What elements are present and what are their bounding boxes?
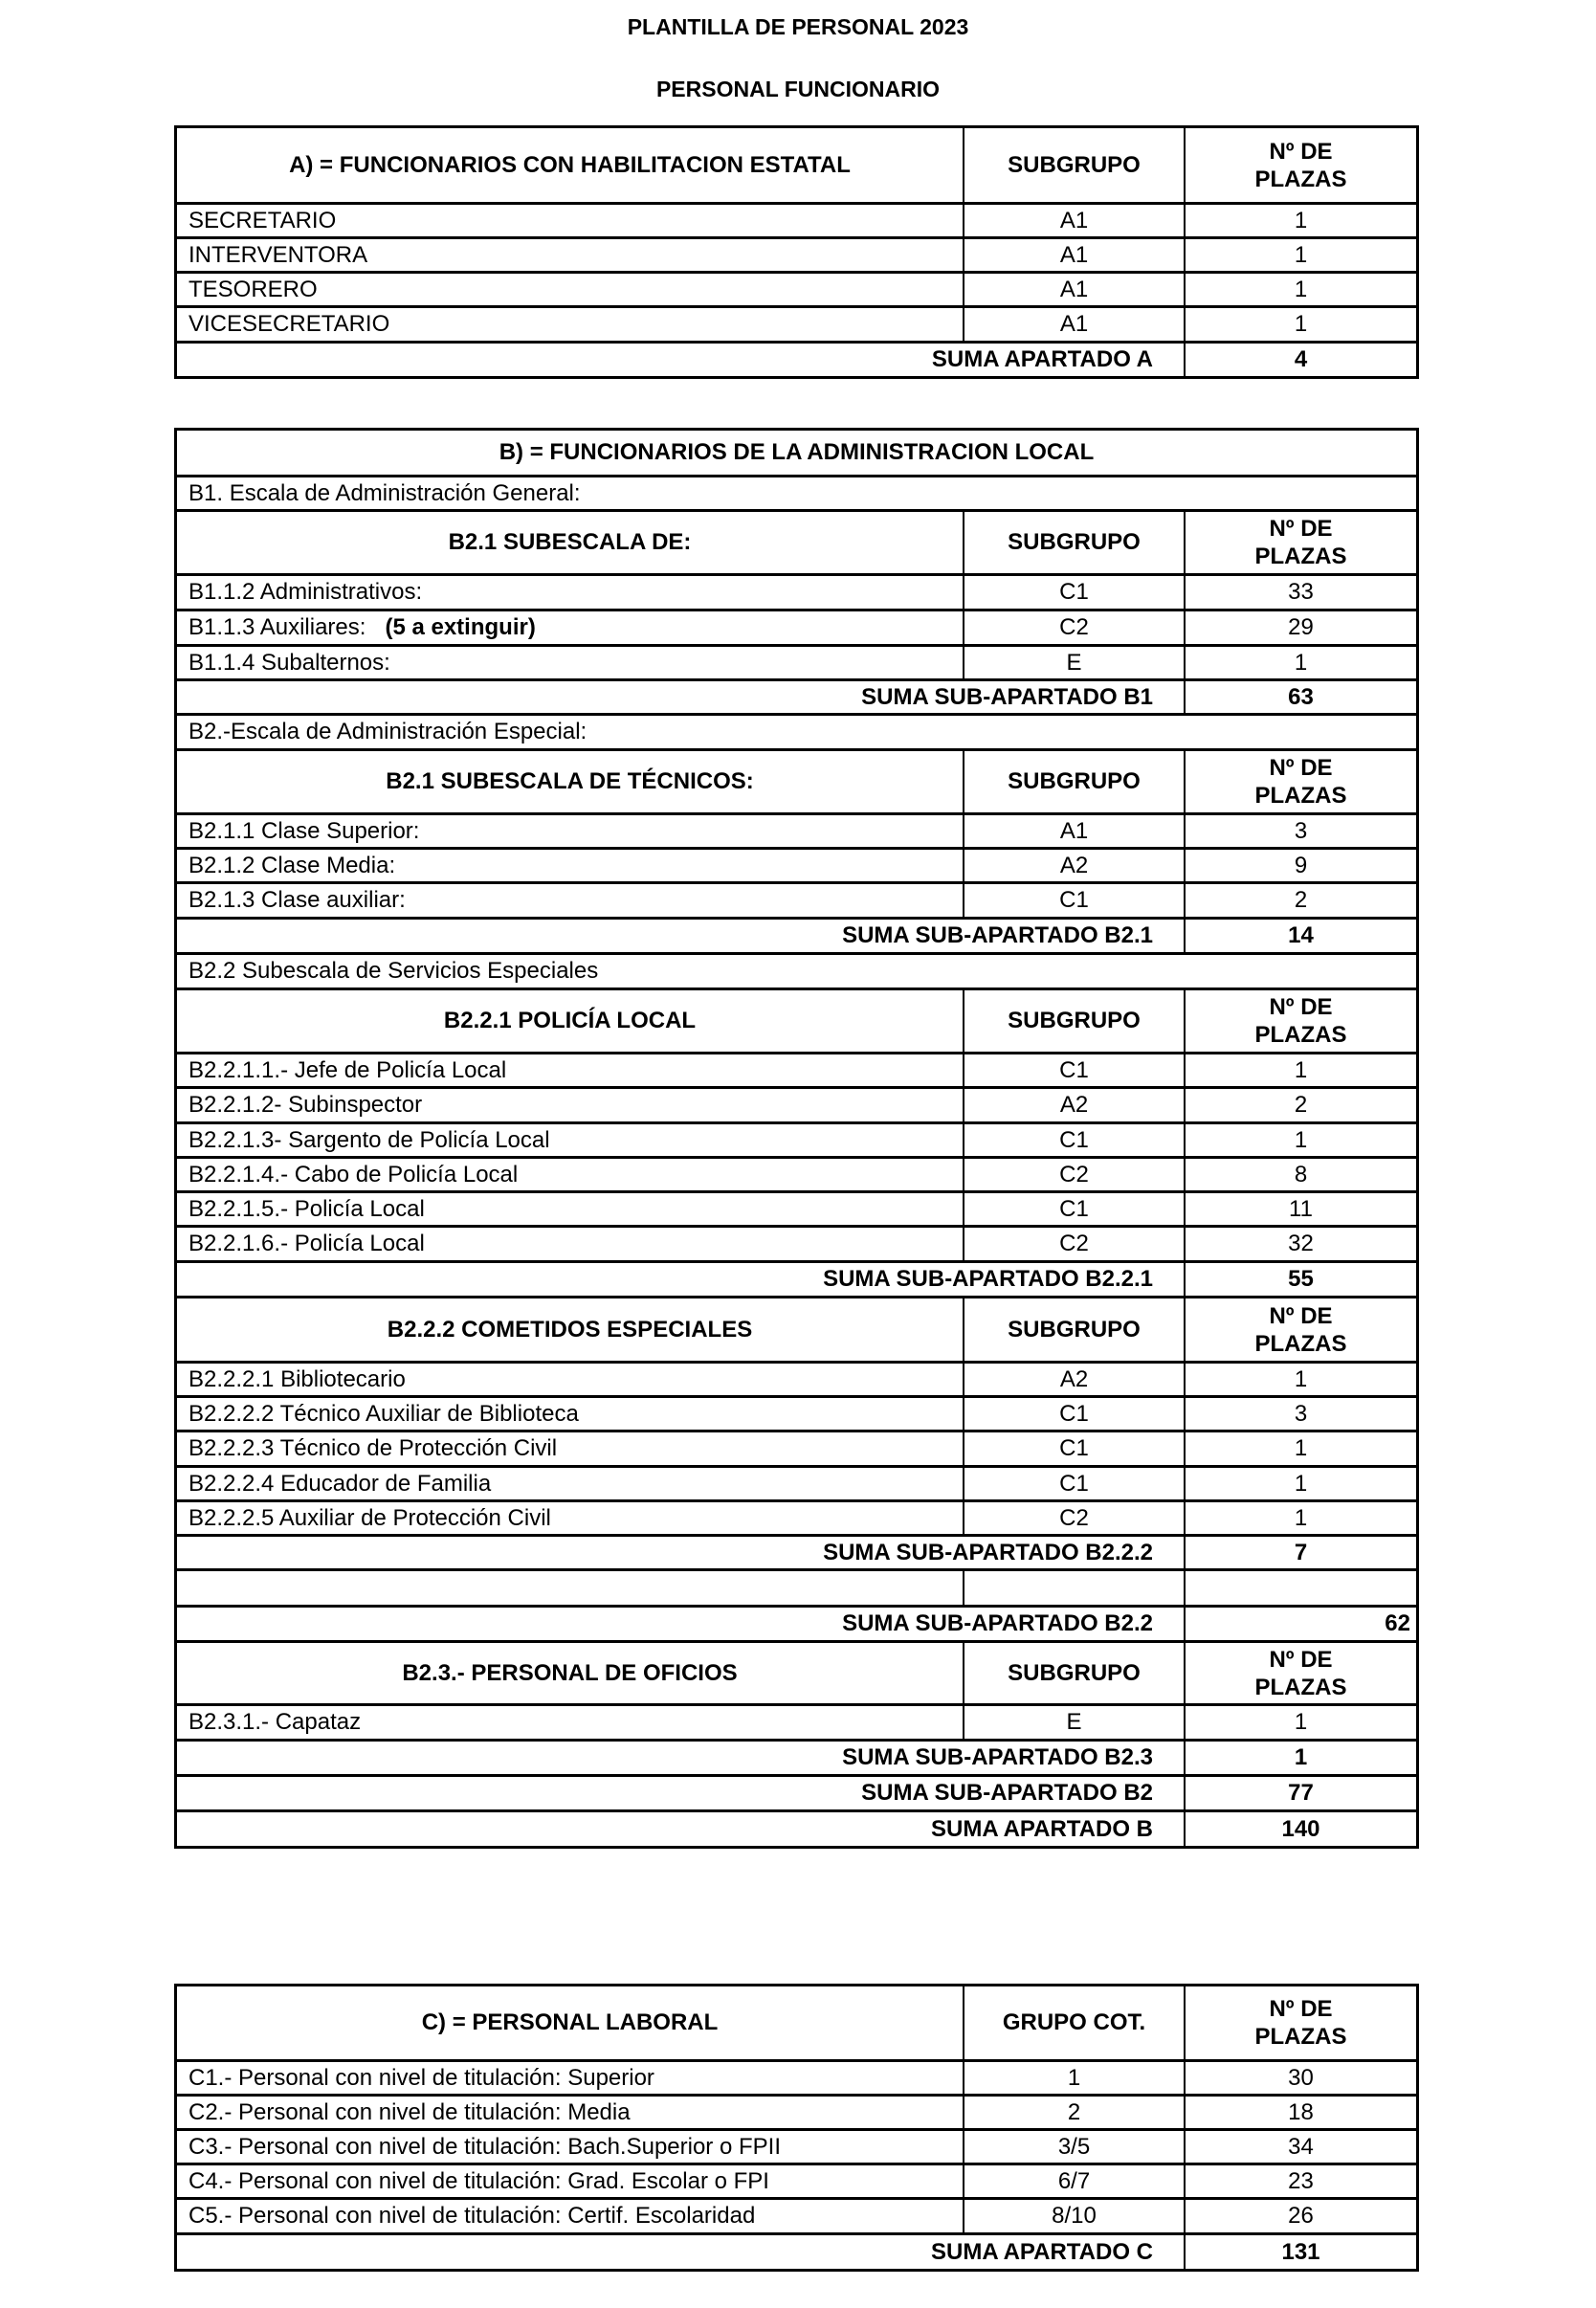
total-row — [177, 1809, 1416, 1846]
row-group: 1 — [963, 2062, 1184, 2094]
column-header-positions — [1184, 128, 1416, 202]
table-row — [177, 1361, 1416, 1395]
total-row — [177, 341, 1416, 376]
row-group: E — [963, 647, 1184, 678]
row-group: C1 — [963, 576, 1184, 609]
row-count: 18 — [1184, 2097, 1416, 2128]
row-group: C1 — [963, 1468, 1184, 1499]
row-count: 8 — [1184, 1159, 1416, 1190]
row-group: A1 — [963, 239, 1184, 271]
table-row — [177, 1465, 1416, 1499]
row-group: A1 — [963, 274, 1184, 305]
row-count: 2 — [1184, 884, 1416, 917]
row-count: 1 — [1184, 1364, 1416, 1395]
header-line-2: PLAZAS — [1254, 1330, 1347, 1357]
row-group: C1 — [963, 1398, 1184, 1430]
row-group: E — [963, 1706, 1184, 1739]
header-line-2: PLAZAS — [1254, 2024, 1347, 2050]
total-value: 77 — [1184, 1777, 1416, 1809]
row-name: B2.2.2.1 Bibliotecario — [188, 1365, 406, 1392]
row-count: 26 — [1184, 2200, 1416, 2232]
section-title-row — [177, 431, 1416, 475]
table-row — [177, 1499, 1416, 1534]
column-header-subgroup: SUBGRUPO — [963, 128, 1184, 202]
table-row — [177, 609, 1416, 644]
row-name: B2.3.1.- Capataz — [188, 1709, 362, 1735]
row-note: (5 a extinguir) — [385, 614, 536, 640]
table-row — [177, 1430, 1416, 1465]
row-group: C1 — [963, 1124, 1184, 1156]
row-group: 8/10 — [963, 2200, 1184, 2232]
row-name: B2.2.1.3- Sargento de Policía Local — [188, 1126, 550, 1153]
total-label: SUMA SUB-APARTADO B2.2.2 — [823, 1539, 1153, 1565]
subsection-label: B1. Escala de Administración General: — [188, 479, 581, 506]
table-row — [177, 2128, 1416, 2163]
row-count: 3 — [1184, 1398, 1416, 1430]
row-count: 32 — [1184, 1228, 1416, 1260]
row-count: 23 — [1184, 2165, 1416, 2197]
row-name: B2.1.1 Clase Superior: — [188, 817, 420, 844]
section-title: B) = FUNCIONARIOS DE LA ADMINISTRACION LOCAL — [499, 439, 1095, 465]
subsection-label-row — [177, 952, 1416, 988]
column-header-positions — [1184, 751, 1416, 812]
table-row — [177, 881, 1416, 917]
subsection-label: B2.2 Subescala de Servicios Especiales — [188, 958, 599, 984]
table-row — [177, 1225, 1416, 1260]
column-header-positions — [1184, 990, 1416, 1052]
total-label: SUMA SUB-APARTADO B1 — [861, 683, 1153, 710]
empty-cell — [963, 1571, 1184, 1605]
table-row — [177, 2163, 1416, 2197]
row-count: 33 — [1184, 576, 1416, 609]
table-row — [177, 2094, 1416, 2128]
row-name: C3.- Personal con nivel de titulación: Bach.Superior o FPII — [188, 2133, 781, 2160]
empty-row — [177, 1568, 1416, 1605]
row-name: B2.2.2.2 Técnico Auxiliar de Biblioteca — [188, 1400, 579, 1427]
column-header-positions — [1184, 1298, 1416, 1361]
row-count: 1 — [1184, 1706, 1416, 1739]
total-label: SUMA APARTADO A — [931, 346, 1153, 372]
row-name: B2.1.3 Clase auxiliar: — [188, 887, 406, 913]
empty-cell — [1184, 1571, 1416, 1605]
row-group: C2 — [963, 611, 1184, 644]
row-count: 1 — [1184, 274, 1416, 305]
total-label: SUMA SUB-APARTADO B2.2.1 — [823, 1266, 1153, 1292]
subsection-label-row — [177, 713, 1416, 748]
total-value: 55 — [1184, 1263, 1416, 1296]
header-line-2: PLAZAS — [1254, 783, 1347, 809]
row-name: SECRETARIO — [188, 207, 337, 233]
total-row — [177, 1534, 1416, 1568]
row-count: 1 — [1184, 1468, 1416, 1499]
row-name: B2.2.1.6.- Policía Local — [188, 1231, 425, 1256]
table-row — [177, 1156, 1416, 1190]
table-section-b — [174, 428, 1419, 1849]
row-group: A1 — [963, 308, 1184, 341]
total-label: SUMA APARTADO C — [931, 2238, 1153, 2265]
table-header — [177, 1640, 1416, 1703]
column-header-subgroup: SUBGRUPO — [963, 512, 1184, 573]
header-line-1: Nº DE — [1269, 138, 1333, 165]
header-line-1: Nº DE — [1269, 1646, 1333, 1673]
total-label: SUMA SUB-APARTADO B2.2 — [842, 1610, 1153, 1636]
table-header — [177, 1296, 1416, 1361]
total-row — [177, 1260, 1416, 1296]
row-count: 1 — [1184, 647, 1416, 678]
table-row — [177, 644, 1416, 678]
row-name: B1.1.2 Administrativos: — [188, 579, 423, 605]
total-value: 4 — [1184, 344, 1416, 376]
total-row — [177, 1739, 1416, 1774]
row-name: B1.1.4 Subalternos: — [188, 649, 390, 676]
row-count: 1 — [1184, 1502, 1416, 1534]
column-header-category: B2.3.- PERSONAL DE OFICIOS — [402, 1659, 738, 1686]
row-count: 11 — [1184, 1193, 1416, 1225]
table-row — [177, 1052, 1416, 1086]
row-group: 3/5 — [963, 2131, 1184, 2163]
table-section-a — [174, 125, 1419, 379]
row-count: 1 — [1184, 239, 1416, 271]
header-line-2: PLAZAS — [1254, 166, 1347, 192]
table-row — [177, 236, 1416, 271]
total-row — [177, 1774, 1416, 1809]
row-group: C1 — [963, 1432, 1184, 1465]
row-count: 1 — [1184, 1124, 1416, 1156]
total-value: 1 — [1184, 1742, 1416, 1774]
table-row — [177, 1190, 1416, 1225]
table-row — [177, 812, 1416, 847]
row-name — [177, 611, 963, 644]
document-subtitle: PERSONAL FUNCIONARIO — [655, 77, 941, 101]
column-header-subgroup: SUBGRUPO — [963, 1643, 1184, 1703]
row-count: 1 — [1184, 1054, 1416, 1086]
header-line-1: Nº DE — [1269, 516, 1333, 542]
header-line-2: PLAZAS — [1254, 1022, 1347, 1048]
header-line-2: PLAZAS — [1254, 1674, 1347, 1700]
column-header-category: A) = FUNCIONARIOS CON HABILITACION ESTATAL — [289, 151, 851, 178]
row-group: C2 — [963, 1502, 1184, 1534]
table-row — [177, 573, 1416, 609]
empty-cell — [177, 1571, 963, 1605]
total-row — [177, 2232, 1416, 2269]
row-group: 6/7 — [963, 2165, 1184, 2197]
total-value: 7 — [1184, 1537, 1416, 1568]
row-name: C5.- Personal con nivel de titulación: Certif. Escolaridad — [188, 2203, 756, 2229]
row-count: 3 — [1184, 815, 1416, 847]
row-group: C2 — [963, 1159, 1184, 1190]
total-label: SUMA SUB-APARTADO B2.1 — [842, 922, 1153, 948]
row-name: B2.2.2.4 Educador de Familia — [188, 1470, 492, 1497]
row-group: C1 — [963, 1193, 1184, 1225]
row-count: 1 — [1184, 308, 1416, 341]
row-group: C2 — [963, 1228, 1184, 1260]
total-value: 62 — [1184, 1608, 1416, 1640]
table-row — [177, 271, 1416, 305]
total-label: SUMA APARTADO B — [931, 1815, 1153, 1842]
header-line-1: Nº DE — [1269, 994, 1333, 1020]
column-header-subgroup: SUBGRUPO — [963, 990, 1184, 1052]
header-line-1: Nº DE — [1269, 1302, 1333, 1329]
subsection-label-row — [177, 475, 1416, 509]
column-header-positions — [1184, 512, 1416, 573]
table-header — [177, 748, 1416, 812]
row-name-text: B1.1.3 Auxiliares: — [188, 614, 366, 640]
row-name: B2.2.1.4.- Cabo de Policía Local — [188, 1161, 519, 1187]
total-label: SUMA SUB-APARTADO B2.3 — [842, 1744, 1153, 1770]
row-group: A2 — [963, 1089, 1184, 1121]
column-header-positions — [1184, 1986, 1416, 2059]
table-row — [177, 847, 1416, 881]
row-group: A2 — [963, 1364, 1184, 1395]
header-line-2: PLAZAS — [1254, 544, 1347, 569]
row-name: VICESECRETARIO — [188, 311, 390, 337]
table-row — [177, 1086, 1416, 1121]
table-row — [177, 1395, 1416, 1430]
row-name: C4.- Personal con nivel de titulación: Grad. Escolar o FPI — [188, 2167, 769, 2194]
column-header-category: B2.2.1 POLICÍA LOCAL — [443, 1008, 697, 1033]
header-line-1: Nº DE — [1269, 755, 1333, 781]
row-group: C1 — [963, 884, 1184, 917]
total-label: SUMA SUB-APARTADO B2 — [861, 1780, 1153, 1806]
row-name: B2.1.2 Clase Media: — [188, 852, 396, 878]
table-section-c — [174, 1984, 1419, 2272]
column-header-category: C) = PERSONAL LABORAL — [421, 2009, 719, 2035]
table-row — [177, 2059, 1416, 2094]
row-group: A2 — [963, 850, 1184, 881]
subsection-label: B2.-Escala de Administración Especial: — [188, 719, 587, 744]
total-row — [177, 917, 1416, 952]
total-value: 131 — [1184, 2235, 1416, 2269]
row-name: B2.2.1.1.- Jefe de Policía Local — [188, 1056, 507, 1083]
row-group: A1 — [963, 815, 1184, 847]
row-count: 9 — [1184, 850, 1416, 881]
row-count: 30 — [1184, 2062, 1416, 2094]
row-group: C1 — [963, 1054, 1184, 1086]
total-row — [177, 678, 1416, 713]
column-header-category: B2.1 SUBESCALA DE TÉCNICOS: — [386, 768, 754, 794]
header-line-1: Nº DE — [1269, 1996, 1333, 2022]
total-value: 140 — [1184, 1812, 1416, 1846]
table-row — [177, 2197, 1416, 2232]
row-name: C2.- Personal con nivel de titulación: Media — [188, 2098, 631, 2125]
column-header-subgroup: SUBGRUPO — [963, 1298, 1184, 1361]
table-row — [177, 305, 1416, 341]
table-header — [177, 509, 1416, 573]
column-header-group: GRUPO COT. — [963, 1986, 1184, 2059]
row-name: B2.2.1.2- Subinspector — [188, 1092, 423, 1118]
row-count: 2 — [1184, 1089, 1416, 1121]
row-name: INTERVENTORA — [188, 241, 368, 268]
row-count: 1 — [1184, 1432, 1416, 1465]
row-name: B2.2.2.5 Auxiliar de Protección Civil — [188, 1504, 551, 1531]
column-header-category: B2.2.2 COMETIDOS ESPECIALES — [387, 1316, 753, 1343]
row-group: A1 — [963, 205, 1184, 236]
document-title: PLANTILLA DE PERSONAL 2023 — [627, 14, 969, 39]
column-header-positions — [1184, 1643, 1416, 1703]
column-header-subgroup: SUBGRUPO — [963, 751, 1184, 812]
table-row — [177, 1703, 1416, 1739]
row-count: 1 — [1184, 205, 1416, 236]
total-value: 63 — [1184, 681, 1416, 713]
total-value: 14 — [1184, 920, 1416, 952]
row-name: B2.2.1.5.- Policía Local — [188, 1195, 425, 1222]
row-name: C1.- Personal con nivel de titulación: Superior — [188, 2064, 654, 2091]
row-name: TESORERO — [188, 276, 318, 302]
table-header — [177, 1986, 1416, 2059]
total-row — [177, 1605, 1416, 1640]
table-row — [177, 1121, 1416, 1156]
row-name: B2.2.2.3 Técnico de Protección Civil — [188, 1435, 558, 1461]
row-count: 34 — [1184, 2131, 1416, 2163]
table-header — [177, 988, 1416, 1052]
column-header-category: B2.1 SUBESCALA DE: — [448, 529, 692, 555]
table-header — [177, 128, 1416, 202]
row-group: 2 — [963, 2097, 1184, 2128]
table-row — [177, 202, 1416, 236]
row-count: 29 — [1184, 611, 1416, 644]
